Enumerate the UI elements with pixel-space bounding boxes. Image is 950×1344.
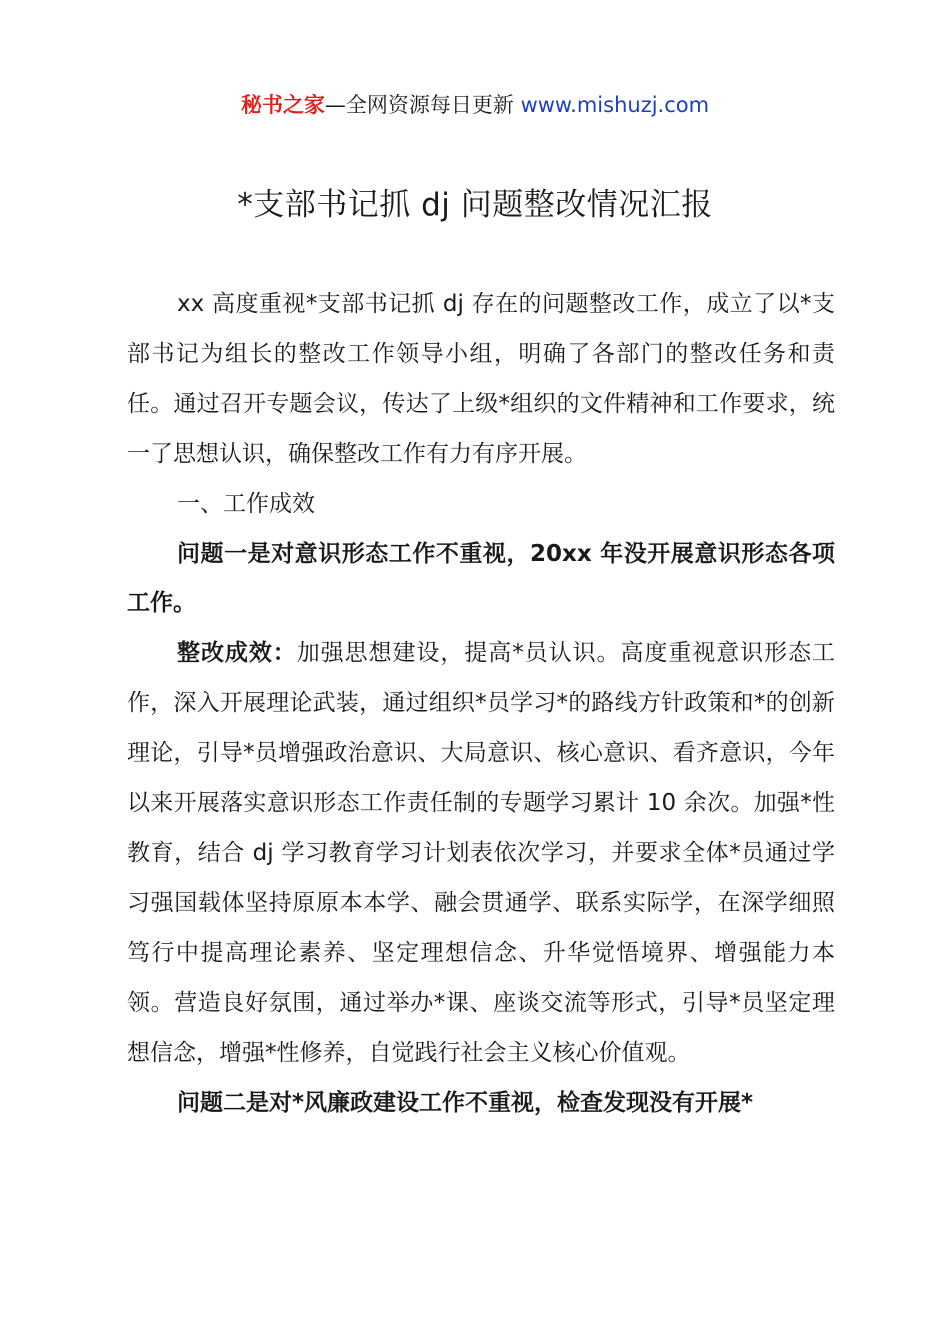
brand-name: 秘书之家 [240,93,325,117]
document-title: *支部书记抓 dj 问题整改情况汇报 [237,187,713,223]
site-banner [0,89,950,121]
result-label: 整改成效： [177,640,297,667]
section-heading: 一、工作成效 [177,490,315,517]
paragraph-result-one [127,629,835,1078]
result-text: 加强思想建设，提高*员认识。高度重视意识形态工作，深入开展理论武装，通过组织*员学习*的路线方针政策和*的创新理论，引导*员增强政治意识、大局意识、核心意识、看齐意识，今年以来开展落实意识形态工作责任制的专题学习累计 10 余次。加强*性教育，结合 dj 学习教育学习计划表依次学习，并要求全体*员通过学习强国载体坚持原原本本学、融会贯通学、联系实际学，在深学细照笃行中提高理论素养、坚定理想信念、升华觉悟境界、增强能力本领。营造良好氛围，通过举办*课、座谈交流等形式，引导*员坚定理想信念，增强*性修养，自觉践行社会主义核心价值观。 [127,640,836,1066]
paragraph-intro: xx 高度重视*支部书记抓 dj 存在的问题整改工作，成立了以*支部书记为组长的整改工作领导小组，明确了各部门的整改任务和责任。通过召开专题会议，传达了上级*组织的文件精神和工作要求，统一了思想认识，确保整改工作有力有序开展。 [127,291,835,467]
problem-two-heading: 问题二是对*风廉政建设工作不重视，检查发现没有开展* [177,1089,754,1116]
problem-one-heading: 问题一是对意识形态工作不重视，20xx 年没开展意识形态各项工作。 [127,540,835,617]
banner-url[interactable]: www.mishuzj.com [520,93,710,117]
document-body [127,280,835,1128]
banner-tagline: —全网资源每日更新 [324,93,521,117]
